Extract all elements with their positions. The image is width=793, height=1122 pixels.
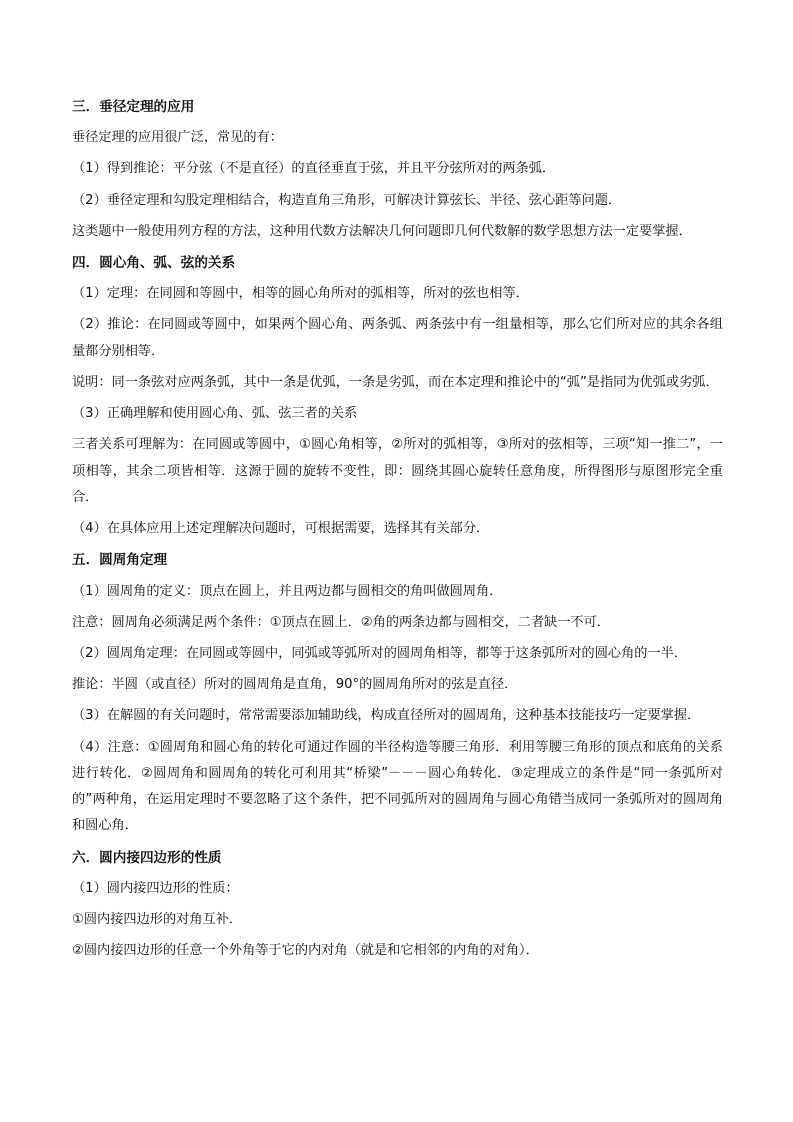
paragraph-block: （4）注意：①圆周角和圆心角的转化可通过作圆的半径构造等腰三角形．利用等腰三角形的顶点和底角的关系进行转化．②圆周角和圆周角的转化可利用其“桥梁”－－－圆心角转化．③定理成立的条件是“同一条弧所对的”两种角，在运用定理时不要忽略了这个条件，把不同弧所对的圆周角与圆心角错当成同一条弧所对的圆周角和圆心角． [72,739,723,834]
paragraph-line: 注意：圆周角必须满足两个条件：①顶点在圆上．②角的两条边都与圆相交，二者缺一不可． [72,614,610,630]
section-heading: 四．圆心角、弧、弦的关系 [72,254,236,271]
paragraph-line: ②圆内接四边形的任意一个外角等于它的内对角（就是和它相邻的内角的对角）． [72,943,539,959]
section-cyclic-quadrilateral [72,849,723,961]
paragraph-line: （1）圆内接四边形的性质： [72,880,239,896]
paragraph-line: （4）在具体应用上述定理解决问题时，可根据需要，选择其有关部分． [72,521,490,537]
paragraph-line: 垂径定理的应用很广泛，常见的有： [72,130,283,146]
paragraph-line: ①圆内接四边形的对角互补． [72,911,243,927]
section-perpendicular-diameter-application [72,98,723,241]
paragraph-line: （2）圆周角定理：在同圆或等圆中，同弧或等弧所对的圆周角相等，都等于这条弧所对的圆心角的一半． [72,646,688,662]
paragraph-line: 这类题中一般使用列方程的方法，这种用代数方法解决几何问题即几何代数解的数学思想方法一定要掌握． [72,223,692,239]
paragraph-line: （1）定理：在同圆和等圆中，相等的圆心角所对的弧相等，所对的弦也相等． [72,286,529,302]
paragraph-line: （3）正确理解和使用圆心角、弧、弦三者的关系 [72,406,358,422]
paragraph-block: 说明：同一条弦对应两条弧，其中一条是优弧，一条是劣弧，而在本定理和推论中的“弧”是指同为优弧或劣弧． [72,374,719,390]
paragraph-line: 推论：半圆（或直径）所对的圆周角是直角，90°的圆周角所对的弦是直径． [72,677,518,693]
paragraph-line: （2）垂径定理和勾股定理相结合，构造直角三角形，可解决计算弦长、半径、弦心距等问题． [72,192,622,208]
section-heading: 三．垂径定理的应用 [72,99,195,115]
section-central-angle-arc-chord [72,254,723,538]
paragraph-line: （3）在解圆的有关问题时，常常需要添加辅助线，构成直径所对的圆周角，这种基本技能技巧一定要掌握． [72,708,701,724]
paragraph-line: （1）圆周角的定义：顶点在圆上，并且两边都与圆相交的角叫做圆周角． [72,583,503,599]
section-heading: 六．圆内接四边形的性质 [72,849,222,866]
paragraph-block: 三者关系可理解为：在同圆或等圆中，①圆心角相等，②所对的弧相等，③所对的弦相等，三项“知一推二”，一项相等，其余二项皆相等．这源于圆的旋转不变性，即：圆绕其圆心旋转任意角度，所得图形与原图形完全重合． [72,437,723,505]
paragraph-block: （2）推论：在同圆或等圆中，如果两个圆心角、两条弧、两条弦中有一组量相等，那么它们所对应的其余各组量都分别相等． [72,317,723,359]
section-heading: 五．圆周角定理 [72,552,168,569]
section-inscribed-angle-theorem [72,551,723,839]
paragraph-line: （1）得到推论：平分弦（不是直径）的直径垂直于弦，并且平分弦所对的两条弧． [72,161,556,177]
